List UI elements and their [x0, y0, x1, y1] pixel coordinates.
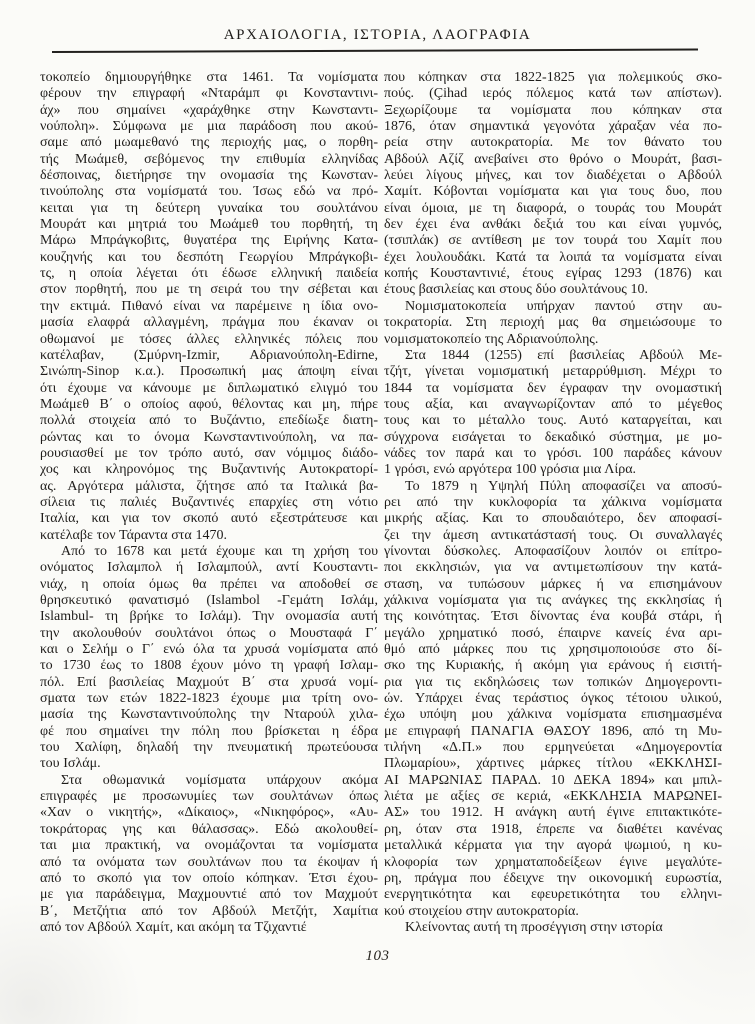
text-line: (τσιπλάκ) σε αντίθεση με τον τουρά του Χαμίτ που: [384, 233, 722, 249]
text-line: ενεργητικότητα και εφευρετικότητα του ελληνι-: [384, 887, 722, 903]
text-line: Χαμίτ. Κόβονται νομίσματα και για τους δυο, που: [384, 184, 722, 200]
text-line: ας. Αργότερα μάλιστα, ζήτησε από τα Ιταλικά βα-: [40, 478, 378, 494]
text-line: φέρουν την επιγραφή «Νταράμπ φι Κονσταντινι-: [40, 86, 378, 102]
text-line: νιάχ, η οποία όμως θα πρέπει να αποδοθεί σε: [40, 576, 378, 592]
text-line: τινούπολης στα νομίσματά του. Ίσως εδώ να πρό-: [40, 184, 378, 200]
text-line: τοκοπείο δημιουργήθηκε στα 1461. Τα νομίσματα: [40, 70, 378, 85]
text-line: πόλ. Επί βασιλείας Μαχμούτ Β΄ στα χρυσά νομί-: [40, 674, 378, 690]
text-line: με επιγραφή ΠΑΝΑΓΙΑ ΘΑΣΟΥ 1896, από τη Μυ-: [384, 723, 722, 739]
text-line: επιγραφές με προσωνυμίες των σουλτάνων όπως: [40, 789, 378, 805]
text-line: λεύει λίγους μήνες, και τον διαδέχεται ο Αβδούλ: [384, 168, 722, 184]
text-line: τζήτ, γίνεται νομισματική μεταρρύθμιση. Μέχρι το: [384, 364, 722, 380]
text-line: ρη, πράγμα που έδειχνε την οικονομική ευρωστία,: [384, 870, 722, 886]
text-line: σκο της Κυριακής, ή ακόμη για εράνους ή εισιτή-: [384, 658, 722, 674]
text-line: Β΄, Μετζήτια από τον Αβδούλ Μετζήτ, Χαμίτια: [40, 903, 378, 919]
text-line: έτους βασιλείας και στους δύο σουλτάνους 10.: [384, 282, 649, 298]
text-line: κουζηνής και του δεσπότη Γεωργίου Μπράγκοβι-: [40, 249, 378, 265]
text-line: ρώντας και το όνομα Κωνσταντινούπολη, να πα-: [40, 429, 378, 445]
text-line: γίνονται δύσκολες. Αποφασίζουν λοιπόν οι επίτρο-: [384, 543, 722, 559]
text-line: κού στοιχείου στην αυτοκρατορία.: [384, 903, 579, 919]
text-line: που κόπηκαν στα 1822-1825 για πολεμικούς σκο-: [384, 70, 722, 85]
text-line: μεγάλο χρηματικό ποσό, έπαιρνε κανείς ένα αρι-: [384, 625, 722, 641]
text-line: την εκτιμά. Πιθανό είναι να παρέμεινε η ίδια ονο-: [40, 298, 378, 314]
text-line: νάδες τον παρά και το γρόσι. 100 παράδες κάνουν: [384, 445, 722, 461]
text-line: κατέλαβαν, (Σμύρνη-Izmir, Αδριανούπολη-Edirne,: [40, 347, 378, 363]
text-line: σματα των ετών 1822-1823 έχουμε μια τρίτη ονο-: [40, 691, 378, 707]
text-line: Αβδούλ Αζίζ ανεβαίνει στο θρόνο ο Μουράτ, βασι-: [384, 151, 722, 167]
text-line: σαμε από μωαμεθανό της περιοχής μας, ο πορθη-: [40, 135, 378, 151]
text-line: κλοφορία των χρηματαποδείξεων έγινε μεγαλύτε-: [384, 854, 722, 870]
text-line: τοκρατορία. Στη περιοχή μας θα σημειώσουμε το: [384, 315, 722, 331]
text-line: 1844 τα νομίσματα δεν έγραφαν την ονομαστική: [384, 380, 722, 396]
text-line: δέσποινας, διετήρησε την ονομασία της Κωνσταν-: [40, 168, 378, 184]
text-line: Islambul- τη βρήκε το Ισλάμ). Την ονομασία αυτή: [40, 609, 378, 625]
text-line: Μωάμεθ Β΄ ο οποίος αφού, θέλοντας και μη, πήρε: [40, 396, 378, 412]
text-line: στον πορθητή, που με τη σειρά του την σέβεται και: [40, 282, 378, 298]
running-title: ΑΡΧΑΙΟΛΟΓΙΑ, ΙΣΤΟΡΙΑ, ΛΑΟΓΡΑΦΙΑ: [223, 27, 532, 43]
text-line: ΑΣ» του 1912. Η ανάγκη αυτή έγινε επιτακτικότε-: [384, 805, 722, 821]
text-line: τς, η οποία λέγεται ότι έδωσε ελληνική παιδεία: [40, 266, 378, 282]
text-line: ρει από την κυκλοφορία τα χάλκινα νομίσματα: [384, 494, 722, 510]
text-line: έχω υπόψη μου χάλκινα νομίσματα επισημασμένα: [384, 707, 722, 723]
text-line: οθωμανοί με τόσες άλλες ελληνικές πόλεις που: [40, 331, 378, 347]
text-line: 1 γρόσι, ενώ αργότερα 100 γρόσια μια Λίρα.: [384, 462, 637, 478]
text-line: κοπής Κουσταντινιέ, έτους εγίρας 1293 (1876) και: [384, 266, 722, 282]
text-line: Ιταλία, και για τον σκοπό αυτό εξεστράτευσε και: [40, 511, 378, 527]
text-line: ρουσιασθεί με τον τρόπο αυτό, σαν νόμιμος διάδο-: [40, 445, 378, 461]
text-line: κατέλαβε τον Τάραντα στα 1470.: [40, 527, 227, 543]
text-line: τους αξία, και αναγνωρίζονταν από το μέγεθος: [384, 396, 722, 412]
text-line: την ακολουθούν σουλτάνοι όπως ο Μουσταφά Γ΄: [40, 625, 378, 641]
text-line: ρη, όταν στα 1918, έπρεπε να διαθέτει κανένας: [384, 821, 722, 837]
text-line: μεταλλικά κέρματα για την αγορά ψωμιού, η κυ-: [384, 838, 722, 854]
text-line: Από το 1678 και μετά έχουμε και τη χρήση του: [61, 543, 378, 559]
text-line: χος και κληρονόμος της Βυζαντινής Αυτοκρατορί-: [40, 462, 378, 478]
text-line: μασία ελαφρά αλλαγμένη, πράγμα που έκαναν οι: [40, 315, 378, 331]
text-line: κειται για τη δεύτερη γυναίκα του σουλτάνου: [40, 200, 378, 216]
text-line: ρια για τις εκδηλώσεις των τοπικών Δημογεροντι-: [384, 674, 722, 690]
text-line: λιέτα με αξίες σε κεριά, «ΕΚΚΛΗΣΙΑ ΜΑΡΩΝΕΙ-: [384, 789, 722, 805]
text-line: μασία της Κωνσταντινούπολης την Νταρούλ χιλα-: [40, 707, 378, 723]
text-line: από τον Αβδούλ Χαμίτ, και ακόμη τα Τζιχαντιέ: [40, 919, 307, 935]
text-line: μικρής αξίας. Και το σπουδαιότερο, δεν αποφασί-: [384, 511, 722, 527]
text-line: Το 1879 η Υψηλή Πύλη αποφασίζει να αποσύ-: [405, 478, 722, 494]
text-line: Στα οθωμανικά νομίσματα υπάρχουν ακόμα: [61, 772, 378, 788]
text-line: ζει την άμεση αντικατάστασή τους. Οι συναλλαγές: [384, 527, 722, 543]
text-line: «Χαν ο νικητής», «Δίκαιος», «Νικηφόρος», «Αυ-: [40, 805, 378, 821]
text-line: Κλείνοντας αυτή τη προσέγγιση στην ιστορία: [405, 919, 663, 935]
text-line: ονόματος Ισλαμπολ ή Ισλαμπούλ, αντί Κουσταντι-: [40, 560, 378, 576]
text-line: φέ που σημαίνει την πόλη που βρίσκεται η έδρα: [40, 723, 378, 739]
text-line: με για παράδειγμα, Μαχμουντιέ από τον Μαχμούτ: [40, 887, 378, 903]
text-line: Στα 1844 (1255) επί βασιλείας Αβδούλ Με-: [405, 347, 722, 363]
text-line: θμό από μάρκες που τις χρησιμοποιούσε στο δί-: [384, 642, 722, 658]
text-line: Μάρω Μπράγκοβιτς, θυγατέρα της Ειρήνης Κατα-: [40, 233, 378, 249]
text-line: είναι όμοια, με τη διαφορά, ο τουράς του Μουράτ: [384, 200, 722, 216]
text-line: ΑΙ ΜΑΡΩΝΙΑΣ ΠΑΡΑΔ. 10 ΔΕΚΑ 1894» και μπιλ-: [384, 772, 722, 788]
text-line: Μουράτ και μητριά του Μωάμεθ του πορθητή, τη: [40, 217, 378, 233]
text-line: ών. Υπάρχει ένας τεράστιος όγκος τέτοιου υλικού,: [384, 691, 722, 707]
text-line: ότι έχουμε να κάνουμε με διπλωματικό ελιγμό του: [40, 380, 378, 396]
text-line: έχει λουλουδάκι. Κατά τα λοιπά τα νομίσματα είναι: [384, 249, 722, 265]
header-rule: [52, 49, 698, 53]
left-text-column: [40, 70, 378, 936]
text-line: από το σκοπό για τον οποίο κόπηκαν. Έτσι έχου-: [40, 870, 378, 886]
text-line: ποι εκκλησιών, για να αντιμετωπίσουν την κατά-: [384, 560, 722, 576]
text-line: άχ» που σημαίνει «χαράχθηκε στην Κωνσταντι-: [40, 102, 378, 118]
page-number: 103: [365, 948, 390, 964]
text-line: τους και το μέταλλο τους. Αυτό καταργείται, και: [384, 413, 722, 429]
text-line: από τα ονόματα των σουλτάνων που τα έκοψαν ή: [40, 854, 378, 870]
text-line: Ξεχωρίζουμε τα νομίσματα που κόπηκαν στα: [384, 102, 722, 118]
text-line: πούς. (Çihad ιερός πόλεμος κατά των απίστων).: [384, 86, 722, 102]
text-line: του Ισλάμ.: [40, 756, 101, 772]
text-line: σταση, να τυπώσουν μάρκες ή να επισημάνουν: [384, 576, 722, 592]
text-line: πολλά στοιχεία από το Βυζάντιο, επεδίωξε διατη-: [40, 413, 378, 429]
text-line: τιλήνη «Δ.Π.» που ερμηνεύεται «Δημογεροντία: [384, 740, 722, 756]
text-line: της κοινότητας. Έτσι δίνοντας ένα κουβά στάρι, ή: [384, 609, 722, 625]
text-line: σίλεια τις παλιές Βυζαντινές επαρχίες στη νότιο: [40, 494, 378, 510]
text-line: νομισματοκοπείο της Αδριανούπολης.: [384, 331, 599, 347]
text-line: θρησκευτικό φανατισμό (Islambol -Γεμάτη Ισλάμ,: [40, 593, 378, 608]
right-text-column: [384, 70, 722, 936]
text-line: νούπολη». Σύμφωνα με μια παράδοση που ακού-: [40, 119, 378, 135]
text-line: Νομισματοκοπεία υπήρχαν παντού στην αυ-: [405, 298, 722, 314]
text-line: σύγχρονα εισάγεται το δεκαδικό σύστημα, με μο-: [384, 429, 722, 445]
text-line: δεν έχει ένα ανθάκι δεξιά του και είναι γυμνός,: [384, 217, 722, 233]
text-line: και ο Σελήμ ο Γ΄ ενώ όλα τα χρυσά νομίσματα από: [40, 642, 378, 658]
text-line: 1876, όταν σημαντικά γεγονότα χάραξαν νέα πο-: [384, 119, 722, 135]
text-line: Σινώπη-Sinop κ.α.). Προσωπική μας άποψη είναι: [40, 364, 378, 380]
text-line: Πλωμαρίου», χάρτινες μάρκες τίτλου «ΕΚΚΛΗΣΙ-: [384, 756, 722, 772]
text-line: του Χαλίφη, δηλαδή την πνευματική πρωτεύουσα: [40, 740, 378, 756]
text-line: ρεία στην αυτοκρατορία. Με τον θάνατο του: [384, 135, 722, 151]
text-line: τοκράτορας γης και θάλασσας». Εδώ ακολουθεί-: [40, 821, 378, 837]
text-line: τής Μωάμεθ, σεβόμενος την επιθυμία ελληνίδας: [40, 151, 378, 167]
text-line: χάλκινα νομίσματα για τις ανάγκες της εκκλησίας ή: [384, 593, 722, 608]
text-line: το 1730 έως το 1808 έχουν μόνο τη γραφή Ισλαμ-: [40, 658, 378, 674]
text-line: ται μια πρακτική, να ονομάζονται τα νομίσματα: [40, 838, 378, 854]
